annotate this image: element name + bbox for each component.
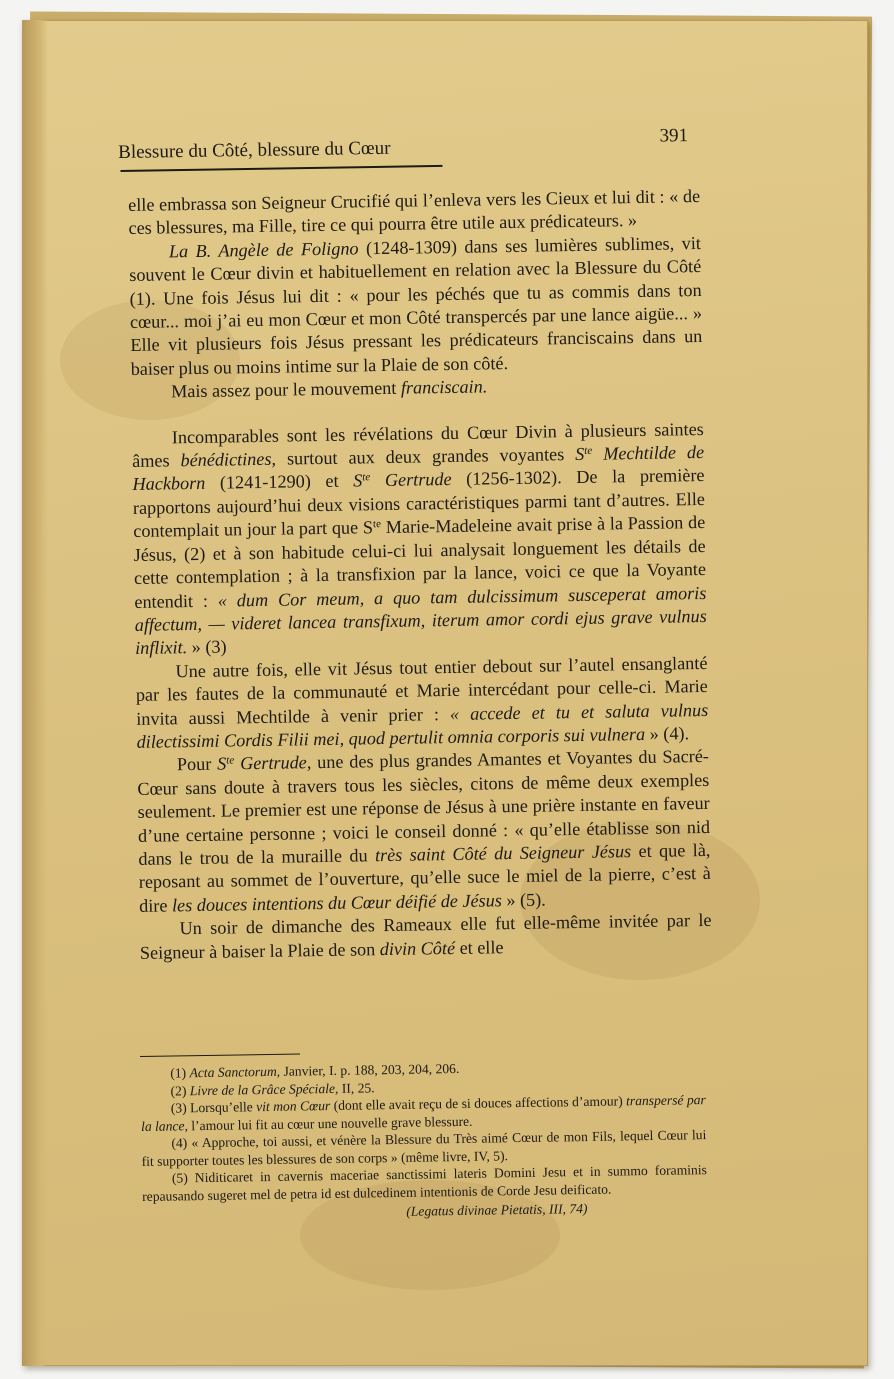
paragraph: Une autre fois, elle vit Jésus tout entier debout sur l’autel ensanglanté par les fautes de la communauté et Marie intercédant pour celle-ci. Marie invita aussi Mechtilde à venir prier : « accede et tu et saluta vulnus dilectissimi Cordis Filii mei, quod pertulit omnia corporis sui vulnera » (4). <box>135 652 709 752</box>
paragraph: Pour $S^{te}$ Gertrude, une des plus grandes Amantes et Voyantes du Sacré-Cœur sans doute à travers tous les siècles, citons de même deux exemples seulement. Le premier est une réponse de Jésus à une prière instante en faveur d’une certaine personne ; voici le conseil donné : « qu’elle établisse son nid dans le trou de la muraille du très saint Côté du Seigneur Jésus et que là, reposant au sommet de l’ouverture, qu’elle suce le miel de la pierre, c’est à dire les douces intentions du Cœur déifié de Jésus » (5). <box>137 746 711 916</box>
paragraph: Un soir de dimanche des Rameaux elle fut elle-même invitée par le Seigneur à baiser la Plaie de son divin Côté et elle <box>139 910 712 963</box>
footnote: (4) « Approche, toi aussi, et vénère la Blessure du Très aimé Cœur de mon Fils, lequel Cœur lui fit supporter toutes les blessures de son corps » (même livre, IV, 5). <box>141 1127 707 1169</box>
footnote: (1) Acta Sanctorum, Janvier, I. p. 188, 203, 204, 206. <box>170 1060 460 1081</box>
footnote: (3) Lorsqu’elle vit mon Cœur (dont elle avait reçu de si douces affections d’amour) transpersé par la lance, l’amour lui fit au cœur une nouvelle grave blessure. <box>140 1092 706 1134</box>
footnotes <box>140 1047 708 1224</box>
paragraph: elle embrassa son Seigneur Crucifié qui l’enleva vers les Cieux et lui dit : « de ces blessures, ma Fille, tire ce qui pourra être utile aux prédicateurs. » <box>128 186 701 239</box>
footnote-citation: (Legatus divinae Pietatis, III, 74) <box>406 1200 588 1219</box>
footnote: (5) Niditicaret in cavernis maceriae sanctissimi lateris Domini Jesu et in summo foraminis repausando sugeret mel de petra id est dulcedinem intentionis de Corde Jesu deificato. <box>142 1162 707 1204</box>
running-title: Blessure du Côté, blessure du Cœur <box>118 137 391 163</box>
body-text <box>128 185 712 965</box>
paragraph: Incomparables sont les révélations du Cœur Divin à plusieurs saintes âmes bénédictines, surtout aux deux grandes voyantes $S^{te}$ Mechtilde de Hackborn (1241-1290) et $S^{te}$ Gertrude (1256-1302). De la première rapportons aujourd’hui deux visions caractéristiques parmi tant d’autres. Elle contemplait un jour la part que $S^{te}$ Marie-Madeleine avait prise à la Passion de Jésus, (2) et à son habitude celui-ci lui analysait longuement les détails de cette contemplation ; à la transfixion par la lance, voici ce que la Voyante entendit : « dum Cor meum, a quo tam dulcissimum susceperat amoris affectum, — videret lancea transfixum, iterum amor cordi ejus grave vulnus inflixit. » (3) <box>132 418 707 659</box>
paragraph: La B. Angèle de Foligno (1248-1309) dans ses lumières sublimes, vit souvent le Cœur divin et habituellement en relation avec la Blessure du Côté (1). Une fois Jésus lui dit : « pour les péchés que tu as commis dans ton cœur... moi j’ai eu mon Cœur et mon Côté transpercés par une lance aigüe... » Elle vit plusieurs fois Jésus pressant les prédicateurs franciscains dans un baiser plus ou moins intime sur la Plaie de son côté. <box>129 232 703 379</box>
footnote: (2) Livre de la Grâce Spéciale, II, 25. <box>170 1079 375 1099</box>
paragraph: Mais assez pour le mouvement franciscain. <box>170 376 488 402</box>
binding-edge <box>22 20 48 1366</box>
page-number: 391 <box>659 125 689 147</box>
